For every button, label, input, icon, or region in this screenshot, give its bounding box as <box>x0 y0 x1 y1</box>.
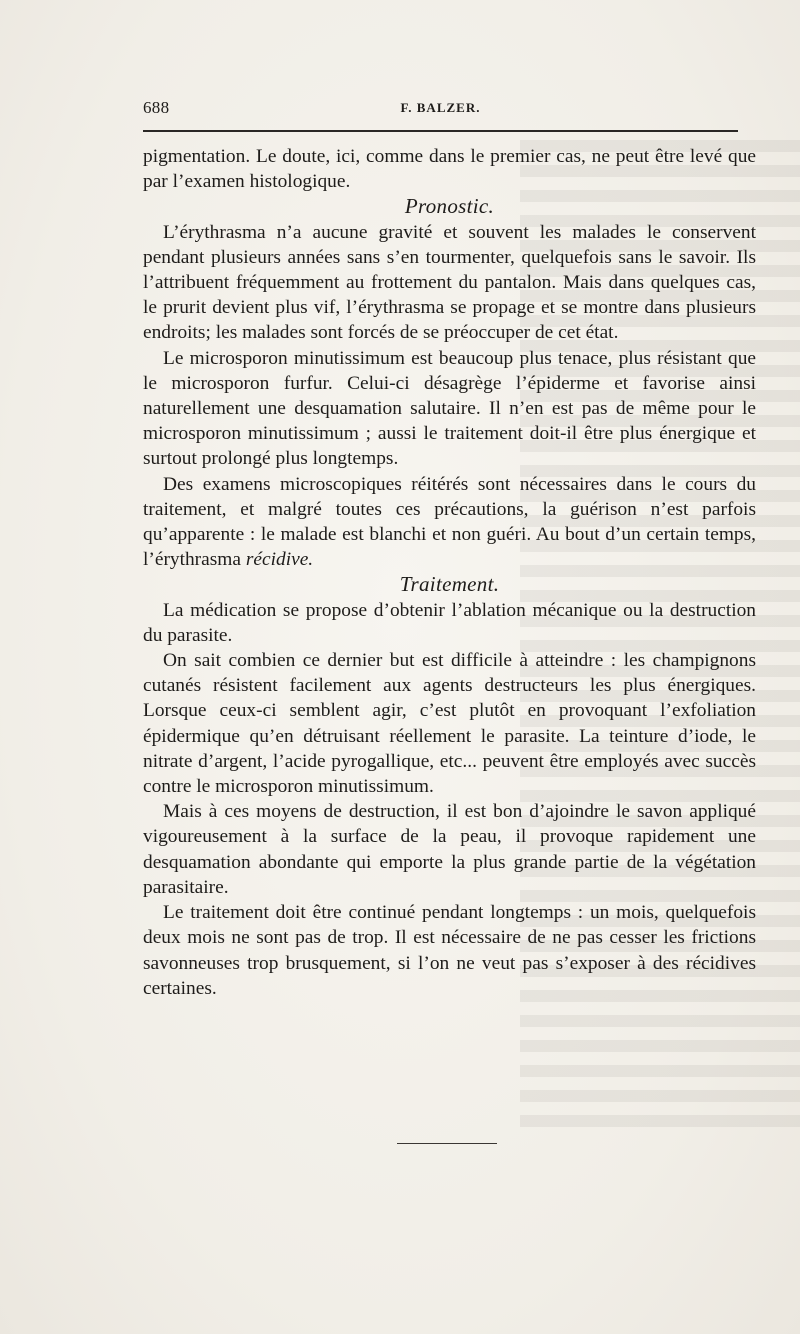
paragraph-microscopic-exams <box>143 472 756 573</box>
paragraph-microsporon-tenacity: Le microsporon minutissimum est beaucoup plus tenace, plus résistant que le microsporon furfur. Celui-ci désagrège l’épiderme et favorise ainsi naturellement une desquamation salutaire. Il n’en est pas de même pour le microsporon minutissimum ; aussi le traitement doit-il être plus énergique et surtout prolongé plus longtemps. <box>143 347 756 470</box>
page-number: 688 <box>143 98 170 117</box>
paragraph-soap-application: Mais à ces moyens de destruction, il est bon d’ajoindre le savon appliqué vigoureusement à la surface de la peau, il provoque rapidement une desquamation abondante qui emporte la plus grande partie de la végétation parasitaire. <box>143 801 756 898</box>
paragraph-erythrasma-gravity: L’érythrasma n’a aucune gravité et souvent les malades le conservent pendant plusieurs années sans s’en tourmenter, quelquefois sans le savoir. Ils l’attribuent fréquemment au frottement du pantalon. Mais dans quelques cas, le prurit devient plus vif, l’érythrasma se propage et se montre dans plusieurs endroits; les malades sont forcés de se préoccuper de cet état. <box>143 221 756 344</box>
paragraph-continuation: pigmentation. Le doute, ici, comme dans le premier cas, ne peut être levé que par l’examen histologique. <box>143 146 756 193</box>
paragraph-microscopic-exams-text: Des examens microscopiques réitérés sont nécessaires dans le cours du traitement, et malgré toutes ces précautions, la guérison n’est parfois qu’apparente : le malade est blanchi et non guéri. Au bout d’un certain temps, l’érythrasma <box>143 473 756 571</box>
paragraph-destruction-difficulty: On sait combien ce dernier but est difficile à atteindre : les champignons cutanés résistent facilement aux agents destructeurs les plus énergiques. Lorsque ceux-ci semblent agir, c’est plutôt en provoquant l’exfoliation épidermique qu’en détruisant réellement le parasite. La teinture d’iode, le nitrate d’argent, l’acide pyrogallique, etc... peuvent être employés avec succès contre le microsporon minutissimum. <box>143 650 756 798</box>
body-text <box>143 144 756 1001</box>
section-title-traitement: Traitement. <box>399 572 500 597</box>
page-header <box>143 98 738 122</box>
running-head: F. BALZER. <box>400 100 481 115</box>
header-rule <box>143 130 738 132</box>
paragraph-treatment-duration: Le traitement doit être continué pendant longtemps : un mois, quelquefois deux mois ne sont pas de trop. Il est nécessaire de ne pas cesser les frictions savonneuses trop brusquement, si l’on ne veut pas s’exposer à des récidives certaines. <box>143 902 756 999</box>
section-title-pronostic: Pronostic. <box>404 194 495 219</box>
paragraph-medication: La médication se propose d’obtenir l’ablation mécanique ou la destruction du parasite. <box>143 599 756 646</box>
end-rule <box>397 1143 497 1144</box>
emphasis-recidive: récidive. <box>245 549 314 571</box>
